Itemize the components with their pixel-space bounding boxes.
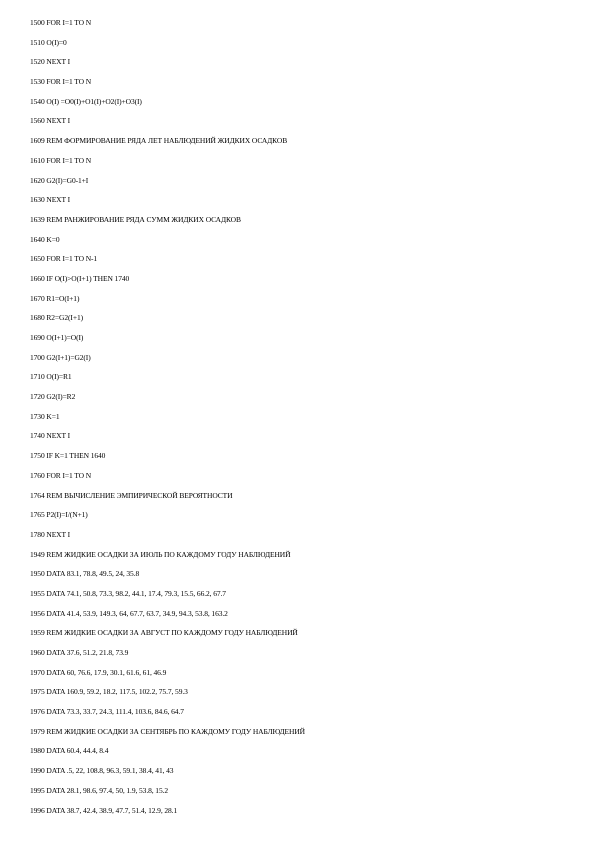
code-line: 1520 NEXT I (30, 57, 71, 67)
data-line: 1996 DATA 38.7, 42.4, 38.9, 47.7, 51.4, 12.9, 28.1 (30, 805, 178, 815)
basic-code-listing (30, 13, 305, 820)
code-line: 1530 FOR I=1 TO N (30, 77, 92, 87)
code-line: 1690 O(I+1)=O(I) (30, 333, 84, 342)
code-line: 1500 FOR I=1 TO N (30, 18, 92, 27)
rem-comment-line: 1979 REM ЖИДКИЕ ОСАДКИ ЗА СЕНТЯБРЬ ПО КАЖДОМУ ГОДУ НАБЛЮДЕНИЙ (30, 726, 305, 736)
rem-comment-line: 1764 REM ВЫЧИСЛЕНИЕ ЭМПИРИЧЕСКОЙ ВЕРОЯТНОСТИ (30, 490, 233, 500)
data-line: 1980 DATA 60.4, 44.4, 8.4 (30, 746, 109, 756)
code-line: 1610 FOR I=1 TO N (30, 155, 92, 165)
code-line: 1760 FOR I=1 TO N (30, 470, 92, 480)
data-line: 1995 DATA 28.1, 98.6, 97.4, 50, 1.9, 53.8, 15.2 (30, 785, 169, 795)
rem-comment-line: 1959 REM ЖИДКИЕ ОСАДКИ ЗА АВГУСТ ПО КАЖДОМУ ГОДУ НАБЛЮДЕНИЙ (30, 628, 298, 638)
code-line: 1670 R1=O(I+1) (30, 293, 80, 303)
code-line: 1510 O(I)=0 (30, 37, 67, 47)
rem-comment-line: 1609 REM ФОРМИРОВАНИЕ РЯДА ЛЕТ НАБЛЮДЕНИЙ ЖИДКИХ ОСАДКОВ (30, 136, 288, 146)
code-line: 1740 NEXT I (30, 431, 71, 441)
code-line: 1640 K=0 (30, 234, 60, 244)
code-line: 1750 IF K=1 THEN 1640 (30, 451, 106, 461)
code-line: 1710 O(I)=R1 (30, 372, 72, 382)
rem-comment-line: 1639 REM РАНЖИРОВАНИЕ РЯДА СУММ ЖИДКИХ ОСАДКОВ (30, 214, 241, 224)
data-line: 1956 DATA 41.4, 53.9, 149.3, 64, 67.7, 63.7, 34.9, 94.3, 53.8, 163.2 (30, 608, 228, 618)
data-line: 1970 DATA 60, 76.6, 17.9, 30.1, 61.6, 61, 46.9 (30, 667, 167, 677)
code-line: 1560 NEXT I (30, 116, 71, 126)
code-line: 1540 O(I) =O0(I)+O1(I)+O2(I)+O3(I) (30, 96, 142, 106)
code-line: 1765 P2(I)=I/(N+1) (30, 510, 88, 520)
data-line: 1960 DATA 37.6, 51.2, 21.8, 73.9 (30, 648, 129, 657)
code-line: 1780 NEXT I (30, 529, 71, 539)
data-line: 1990 DATA .5, 22, 108.8, 96.3, 59.1, 38.4, 41, 43 (30, 766, 174, 776)
code-line: 1620 G2(I)=G0-1+I (30, 175, 89, 185)
data-line: 1976 DATA 73.3, 33.7, 24.3, 111.4, 103.6, 84.6, 64.7 (30, 707, 184, 717)
code-line: 1680 R2=G2(I+1) (30, 313, 83, 323)
code-line: 1730 K=1 (30, 411, 60, 421)
data-line: 1950 DATA 83.1, 78.8, 49.5, 24, 35.8 (30, 569, 140, 579)
data-line: 1955 DATA 74.1, 50.8, 73.3, 98.2, 44.1, 17.4, 79.3, 15.5, 66.2, 67.7 (30, 588, 226, 598)
rem-comment-line: 1949 REM ЖИДКИЕ ОСАДКИ ЗА ИЮЛЬ ПО КАЖДОМУ ГОДУ НАБЛЮДЕНИЙ (30, 549, 291, 559)
code-line: 1630 NEXT I (30, 195, 71, 205)
code-line: 1660 IF O(I)>O(I+1) THEN 1740 (30, 273, 130, 283)
code-line: 1700 G2(I+1)=G2(I) (30, 352, 91, 362)
data-line: 1975 DATA 160.9, 59.2, 18.2, 117.5, 102.2, 75.7, 59.3 (30, 687, 188, 697)
code-line: 1650 FOR I=1 TO N-1 (30, 254, 98, 264)
code-line: 1720 G2(I)=R2 (30, 392, 76, 402)
